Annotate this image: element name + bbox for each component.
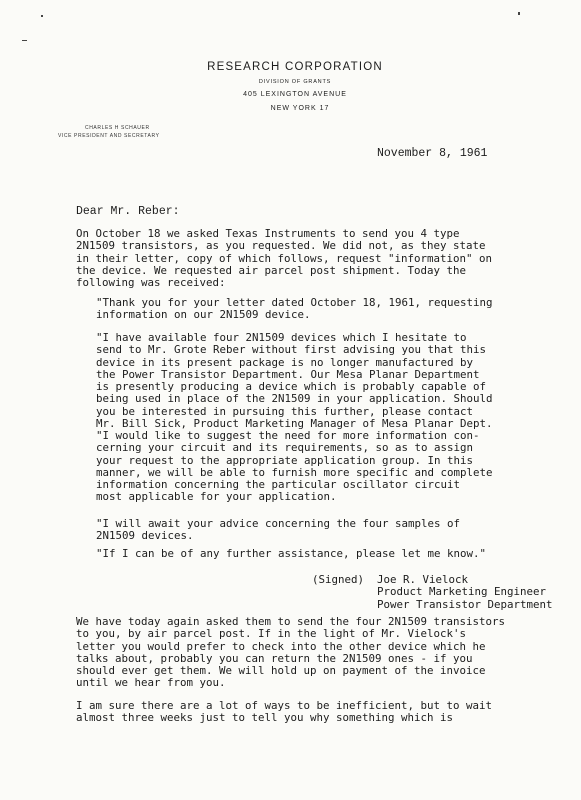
letterhead-signer-title: VICE PRESIDENT AND SECRETARY [58,133,160,139]
salutation: Dear Mr. Reber: [76,205,180,218]
letterhead-signer-name: CHARLES H SCHAUER [85,125,150,131]
letterhead-organization: RESEARCH CORPORATION [207,61,383,73]
quoted-paragraph-2: "I have available four 2N1509 devices which I hesitate to send to Mr. Grote Reber without first advising you that this device in its present package is no longer manufactured by the Power Transistor Department. Our Mesa Planar Department is presently producing a device which is probably capable of being used in place of the 2N1509 in your application. Should you be interested in pursuing this further, please contact Mr. Bill Sick, Product Marketing Manager of Mesa Planar Dept. [96,331,493,431]
body-paragraph-3: I am sure there are a lot of ways to be inefficient, but to wait almost three weeks just to tell you why something which is [76,699,493,725]
body-paragraph-1: On October 18 we asked Texas Instruments to send you 4 type 2N1509 transistors, as you requested. We did not, as they state in their letter, copy of which follows, request "information" on the device. We requested air parcel post shipment. Today the following was received: [76,227,493,290]
letterhead-city: NEW YORK 17 [270,105,330,112]
quoted-paragraph-4: "I will await your advice concerning the four samples of 2N1509 devices. [96,517,461,543]
scan-speck [518,12,520,15]
body-paragraph-2: We have today again asked them to send the four 2N1509 transistors to you, by air parcel post. If in the light of Mr. Vielock's letter you would prefer to check into the other device which he talks about, probably you can return the 2N1509 ones - if you should ever get them. We will hold up on payment of the invoice until we hear from you. [76,615,506,690]
scan-speck [22,40,27,41]
quoted-paragraph-3: "I would like to suggest the need for more information con- cerning your circuit and its requirements, so as to assign your request to the appropriate application group. In this manner, we will be able to furnish more specific and complete information concerning the particular oscillator circuit most applicable for your application. [96,429,493,504]
letterhead-division: DIVISION OF GRANTS [258,79,332,85]
scan-speck [41,15,43,17]
quoted-paragraph-5: "If I can be of any further assistance, please let me know." [96,547,487,560]
letterhead-address: 405 LEXINGTON AVENUE [243,91,347,98]
quoted-paragraph-1: "Thank you for your letter dated October 18, 1961, requesting information on our 2N1509 device. [96,296,493,322]
letter-date: November 8, 1961 [377,147,488,160]
signature-block: (Signed) Joe R. Vielock Product Marketing Engineer Power Transistor Department [312,573,553,611]
